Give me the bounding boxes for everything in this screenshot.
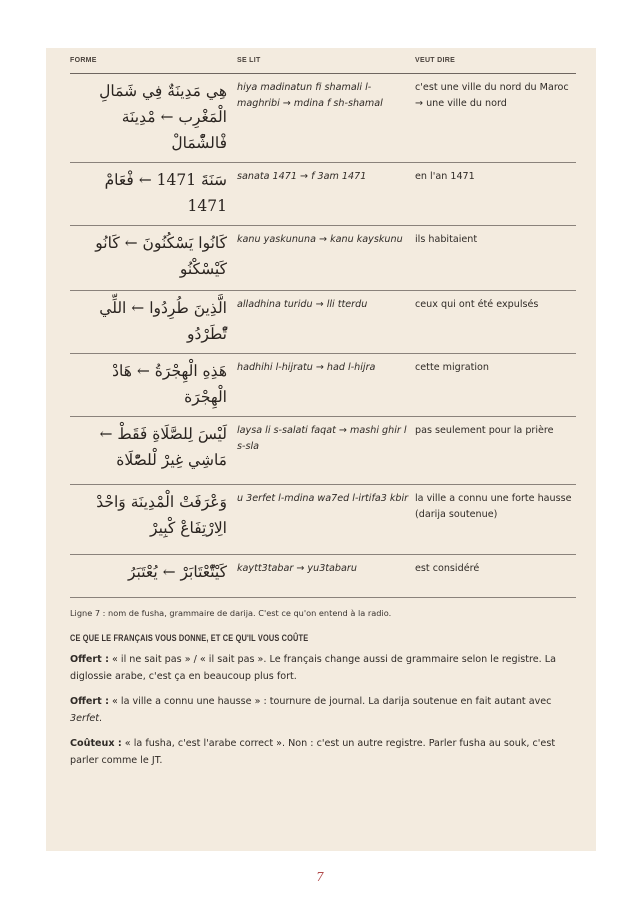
table-row: [70, 417, 576, 485]
paragraph-text: « il ne sait pas » / « il sait pas ». Le français change aussi de grammaire selon le registre. La diglossie arabe, c'est ça en beaucoup plus fort.: [70, 654, 557, 682]
meaning: la ville a connu une forte hausse (darija soutenue): [413, 485, 576, 555]
arabic-form: هِي مَدِينَةٌ فِي شَمَالِ الْمَغْرِب ← مْدِينَة فْالشّْمَالْ: [70, 74, 235, 163]
paragraph-text: « la fusha, c'est l'arabe correct ». Non : c'est un autre registre. Parler fusha au souk, c'est parler comme le JT.: [70, 738, 556, 766]
paragraph-tail: .: [99, 712, 103, 724]
transliteration: kaytt3tabar → yu3tabaru: [235, 555, 413, 598]
table-row: [70, 485, 576, 555]
transliteration: sanata 1471 → f 3am 1471: [235, 163, 413, 226]
meaning: pas seulement pour la prière: [413, 417, 576, 485]
section-title: CE QUE LE FRANÇAIS VOUS DONNE, ET CE QU'IL VOUS COÛTE: [70, 633, 309, 643]
meaning: ils habitaient: [413, 226, 576, 291]
table-row: [70, 291, 576, 354]
meaning: ceux qui ont été expulsés: [413, 291, 576, 354]
paragraph-italic: 3erfet: [70, 712, 99, 724]
arabic-form: الَّذِينَ طُرِدُوا ← اللِّي تّْطَرْدُو: [70, 291, 235, 354]
meaning: est considéré: [413, 555, 576, 598]
arabic-form: كَانُوا يَسْكُنُونَ ← كَانُو كَيْسْكْنُو: [70, 226, 235, 291]
content: [70, 48, 576, 769]
transliteration: hadhihi l-hijratu → had l-hijra: [235, 354, 413, 417]
table-row: [70, 163, 576, 226]
transliteration: kanu yaskununa → kanu kayskunu: [235, 226, 413, 291]
arabic-form: كَيْتّْعْتَابَرْ ← يُعْتَبَرُ: [70, 555, 235, 598]
arabic-form: سَنَةَ 1471 ← فْعَامْ 1471: [70, 163, 235, 226]
header-forme: FORME: [70, 48, 235, 74]
header-se-lit: SE LIT: [235, 48, 413, 74]
paragraph-text: « la ville a connu une hausse » : tournure de journal. La darija soutenue en fait autant avec: [108, 696, 552, 707]
transliteration: laysa li s-salati faqat → mashi ghir l s-sla: [235, 417, 413, 485]
transliteration: hiya madinatun fi shamali l-maghribi → mdina f sh-shamal: [235, 74, 413, 163]
meaning: en l'an 1471: [413, 163, 576, 226]
table-header: [70, 48, 576, 74]
page-sheet: [46, 48, 596, 851]
table-row: [70, 74, 576, 163]
table-note: Ligne 7 : nom de fusha, grammaire de darija. C'est ce qu'on entend à la radio.: [70, 608, 392, 618]
table-row: [70, 226, 576, 291]
arabic-form: وَعْرَفَتْ الْمْدِينَة وَاحْدْ الِارْتِفَاعْ كْبِيرْ: [70, 485, 235, 555]
arabic-form: لَيْسَ لِلصَّلَاةِ فَقَطْ ← مَاشِي غِيرْ لْلصّْلَاة: [70, 417, 235, 485]
table-row: [70, 555, 576, 598]
meaning: cette migration: [413, 354, 576, 417]
paragraph-offert-2: [70, 694, 560, 727]
paragraph-couteux: [70, 736, 560, 769]
transliteration: alladhina turidu → lli tterdu: [235, 291, 413, 354]
arabic-form: هَذِهِ الْهِجْرَةُ ← هَادْ الْهِجْرَة: [70, 354, 235, 417]
header-veut-dire: VEUT DIRE: [413, 48, 576, 74]
paragraph-offert-1: [70, 652, 560, 685]
glossary-table: [70, 48, 576, 598]
paragraph-label: Offert :: [70, 696, 109, 707]
paragraph-label: Offert :: [70, 654, 109, 665]
table-row: [70, 354, 576, 417]
transliteration: u 3erfet l-mdina wa7ed l-irtifa3 kbir: [235, 485, 413, 555]
paragraph-label: Coûteux :: [70, 738, 122, 749]
meaning: c'est une ville du nord du Maroc → une ville du nord: [413, 74, 576, 163]
page-number: 7: [316, 870, 324, 884]
